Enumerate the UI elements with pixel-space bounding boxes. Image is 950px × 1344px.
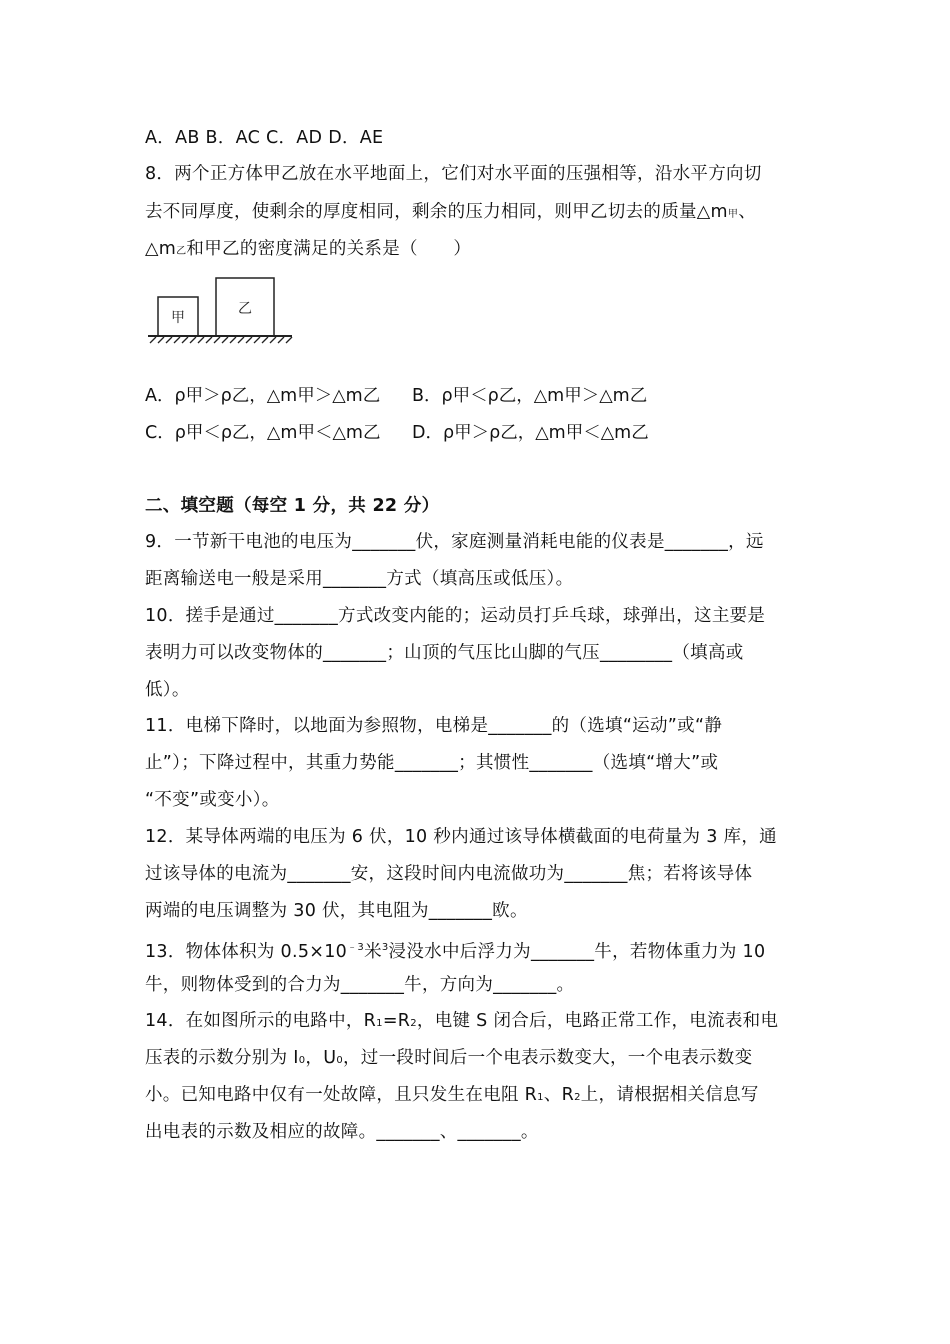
cube-jia-label: 甲 bbox=[171, 310, 185, 326]
q14-line1: 14．在如图所示的电路中，R1=R2，电键 S 闭合后，电路正常工作，电流表和电 bbox=[145, 1011, 779, 1031]
q11-line1: 11．电梯下降时，以地面为参照物，电梯是_______的（选填“运动”或“静 bbox=[145, 716, 723, 736]
cube-yi-label: 乙 bbox=[238, 301, 252, 317]
q12-line3: 两端的电压调整为 30 伏，其电阻为_______欧。 bbox=[145, 901, 528, 921]
ground-hatching bbox=[150, 337, 292, 343]
q12-line2: 过该导体的电流为_______安，这段时间内电流做功为_______焦；若将该导体 bbox=[145, 864, 753, 884]
q14-line3: 小。已知电路中仅有一处故障，且只发生在电阻 R1、R2上，请根据相关信息写 bbox=[145, 1085, 759, 1105]
cubes-on-ground-figure bbox=[148, 276, 294, 348]
q13-line2: 牛，则物体受到的合力为_______牛，方向为_______。 bbox=[145, 975, 575, 995]
section2-title: 二、填空题（每空 1 分，共 22 分） bbox=[145, 496, 440, 516]
q14-line4: 出电表的示数及相应的故障。_______、_______。 bbox=[145, 1122, 539, 1142]
q8-line3: △m乙和甲乙的密度满足的关系是（ ） bbox=[145, 239, 472, 259]
q10-line3: 低）。 bbox=[145, 680, 190, 700]
q8-option-a: A．ρ甲＞ρ乙，△m甲＞△m乙 bbox=[145, 386, 381, 406]
q8-line2: 去不同厚度，使剩余的厚度相同，剩余的压力相同，则甲乙切去的质量△m甲、 bbox=[145, 202, 757, 222]
q11-line3: “不变”或变小）。 bbox=[145, 790, 280, 810]
q8-option-d: D．ρ甲＞ρ乙，△m甲＜△m乙 bbox=[412, 423, 649, 443]
q8-option-c: C．ρ甲＜ρ乙，△m甲＜△m乙 bbox=[145, 423, 381, 443]
q7-answer-options: A．AB B．AC C．AD D．AE bbox=[145, 128, 384, 148]
q10-line2: 表明力可以改变物体的_______；山顶的气压比山脚的气压________（填高或 bbox=[145, 643, 744, 663]
q8-line1: 8．两个正方体甲乙放在水平地面上，它们对水平面的压强相等，沿水平方向切 bbox=[145, 164, 762, 184]
q10-line1: 10．搓手是通过_______方式改变内能的；运动员打乒乓球，球弹出，这主要是 bbox=[145, 606, 766, 626]
q12-line1: 12．某导体两端的电压为 6 伏，10 秒内通过该导体横截面的电荷量为 3 库，通 bbox=[145, 827, 777, 847]
q11-line2: 止”）；下降过程中，其重力势能_______；其惯性_______（选填“增大”或 bbox=[145, 753, 719, 773]
q14-line2: 压表的示数分别为 I0，U0，过一段时间后一个电表示数变大，一个电表示数变 bbox=[145, 1048, 753, 1068]
q9-line1: 9．一节新干电池的电压为_______伏，家庭测量消耗电能的仪表是_______，远 bbox=[145, 532, 764, 552]
q8-option-b: B．ρ甲＜ρ乙，△m甲＞△m乙 bbox=[412, 386, 648, 406]
q9-line2: 距离输送电一般是采用_______方式（填高压或低压）。 bbox=[145, 569, 574, 589]
q13-line1: 13．物体体积为 $0.5\times 10^{﹣3}$米$^3$浸没水中后浮力为_______牛，若物体重力为 10 bbox=[145, 941, 766, 962]
